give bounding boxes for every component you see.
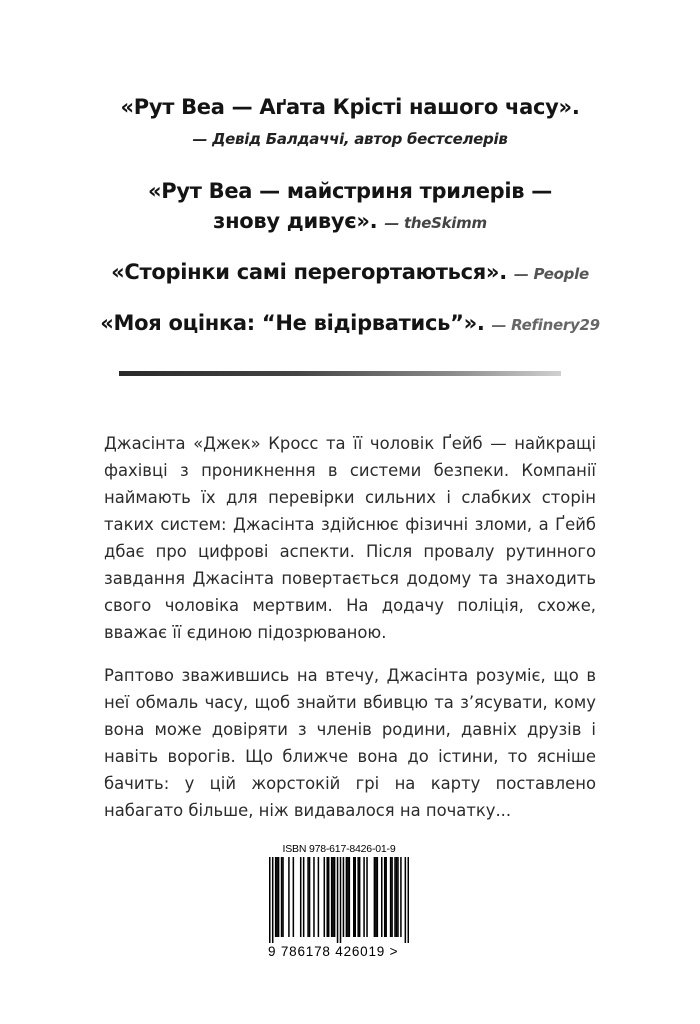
barcode-bar [374, 857, 376, 937]
barcode-bar [307, 857, 309, 937]
isbn-digits: 9 786178 426019 [268, 944, 386, 959]
barcode-bar [375, 857, 377, 937]
barcode-bar [359, 857, 361, 937]
barcode-bar [278, 857, 280, 937]
quote-4-source: — Refinery29 [491, 316, 600, 334]
quote-3 [0, 257, 700, 289]
quote-2-text-line2: знову дивує». [213, 209, 378, 233]
barcode-bar [397, 857, 399, 937]
barcode-bar [353, 857, 355, 937]
barcode-bar [331, 857, 333, 937]
book-description [104, 430, 596, 824]
quiet-zone-marker: > [389, 944, 399, 959]
description-paragraph-2: Раптово зважившись на втечу, Джасінта розуміє, що в неї обмаль часу, щоб знайти вбивцю та з’ясувати, кому вона може довіряти з членів родини, давніх друзів і навіть ворогів. Що ближче вона до істини, то ясніше бачить: у цій жорстокій грі на карту поставлено набагато більше, ніж видавалося на початку... [104, 666, 596, 820]
barcode-bar [293, 857, 295, 937]
quote-2-text-line1: «Рут Веа — майстриня трилерів — [148, 179, 552, 203]
barcode-bar [281, 857, 283, 937]
barcode-bar [340, 857, 342, 943]
quote-4 [0, 308, 700, 340]
quote-2 [0, 176, 700, 238]
barcode-bar [303, 857, 305, 937]
barcode-bar [324, 857, 326, 937]
barcode-bar [346, 857, 348, 937]
barcode-bar [288, 857, 290, 937]
barcode-bar [326, 857, 328, 937]
quote-1-source: — Девід Балдаччі, автор бестселерів [192, 130, 508, 148]
quote-1-text: «Рут Веа — Аґата Крісті нашого часу». [120, 95, 580, 119]
barcode-bar [394, 857, 396, 937]
barcode-bar [405, 857, 407, 943]
barcode-bar [357, 857, 359, 937]
barcode-bar [272, 857, 274, 943]
gradient-divider [119, 371, 561, 376]
quote-4-text: «Моя оцінка: “Не відірватись”». [100, 311, 485, 335]
isbn-digits-row [268, 944, 398, 959]
review-quotes [0, 92, 700, 340]
barcode-bar [381, 857, 383, 937]
barcode-bar [332, 857, 334, 937]
barcode-bar [396, 857, 398, 937]
barcode-bar [385, 857, 387, 937]
barcode-bar [313, 857, 315, 937]
barcode-bar [282, 857, 284, 937]
barcode-bar [363, 857, 365, 937]
barcode-bar [343, 857, 345, 937]
barcode-bar [318, 857, 320, 937]
isbn-label: ISBN 978-617-8426-01-9 [282, 843, 396, 855]
barcode-bar [269, 857, 271, 943]
barcode-bar [276, 857, 278, 937]
quote-1 [0, 92, 700, 154]
barcode-bar [334, 857, 336, 937]
barcode-bar [349, 857, 351, 937]
barcode-bar [354, 857, 356, 937]
barcode-bars [269, 857, 409, 943]
quote-2-source: — theSkimm [384, 214, 487, 232]
barcode-bar [366, 857, 368, 937]
isbn-barcode [268, 843, 428, 963]
barcode-bar [400, 857, 402, 937]
quote-3-source: — People [513, 265, 589, 283]
barcode-bar [408, 857, 409, 943]
barcode-bar [391, 857, 393, 937]
barcode-bar [275, 857, 277, 937]
barcode-bar [390, 857, 392, 937]
barcode-bar [300, 857, 302, 937]
description-paragraph-1: Джасінта «Джек» Кросс та її чоловік Ґейб — найкращі фахівці з проникнення в системи безпеки. Компанії наймають їх для перевірки сильних і слабких сторін таких систем: Джасінта здійснює фізичні зломи, а Ґейб дбає про цифрові аспекти. Після провалу рутинного завдання Джасінта повертається додому та знаходить свого чоловіка мертвим. На додачу поліція, схоже, вважає її єдиною підозрюваною. [104, 434, 596, 642]
barcode-bar [309, 857, 311, 937]
barcode-bar [377, 857, 379, 937]
barcode-bar [328, 857, 330, 937]
quote-3-text: «Сторінки самі перегортаються». [111, 260, 507, 284]
barcode-bar [347, 857, 349, 937]
barcode-bar [384, 857, 386, 937]
barcode-bar [337, 857, 339, 943]
